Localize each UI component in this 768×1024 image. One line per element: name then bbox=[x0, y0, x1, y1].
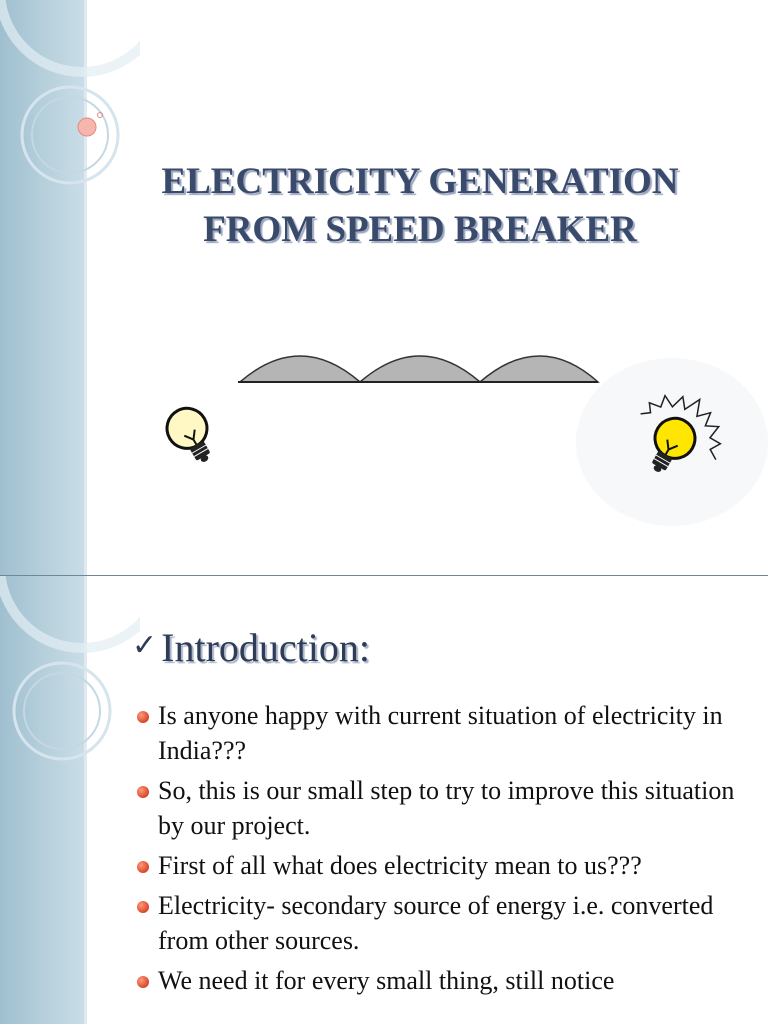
title-line-2: FROM SPEED BREAKER bbox=[203, 209, 637, 250]
title-line-1: ELECTRICITY GENERATION bbox=[161, 161, 679, 202]
bullet-dot-icon bbox=[137, 711, 149, 723]
list-item bbox=[136, 963, 746, 998]
bullet-text: We need it for every small thing, still notice bbox=[158, 966, 615, 995]
section-heading bbox=[132, 624, 370, 671]
bullet-dot-icon bbox=[137, 976, 149, 988]
bullet-dot-icon bbox=[137, 861, 149, 873]
bullet-text: Is anyone happy with current situation of electricity in India??? bbox=[158, 701, 723, 765]
list-item bbox=[136, 698, 746, 768]
list-item bbox=[136, 888, 746, 958]
light-bulb-off-icon bbox=[160, 401, 224, 471]
bullet-text: So, this is our small step to try to improve this situation by our project. bbox=[158, 776, 735, 840]
bullet-dot-icon bbox=[137, 786, 149, 798]
heading-text: Introduction: bbox=[161, 625, 370, 670]
introduction-slide bbox=[0, 576, 768, 1024]
bullet-text: Electricity- secondary source of energy i.e. converted from other sources. bbox=[158, 891, 714, 955]
bullet-list bbox=[136, 698, 746, 1003]
bullet-dot-icon bbox=[137, 901, 149, 913]
speed-breaker-humps-icon bbox=[238, 356, 598, 382]
list-item bbox=[136, 848, 746, 883]
decorative-circles bbox=[0, 576, 140, 796]
list-item bbox=[136, 773, 746, 843]
checkmark-icon: ✓ bbox=[132, 629, 158, 662]
bullet-text: First of all what does electricity mean to us??? bbox=[158, 851, 642, 880]
